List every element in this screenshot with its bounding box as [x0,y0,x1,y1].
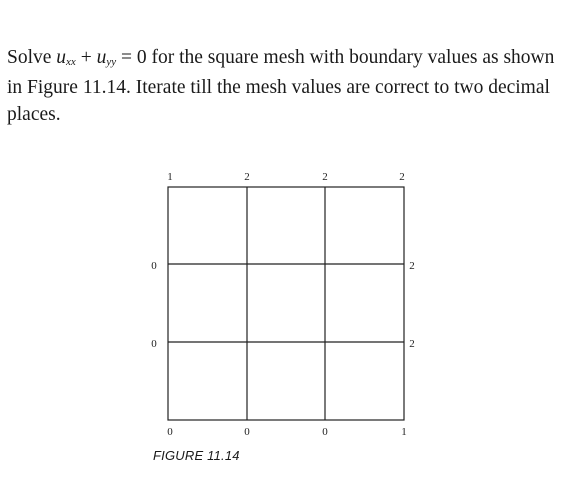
bottom-boundary-value: 0 [322,426,328,438]
equation-rest: = 0 for the square mesh with boundary values as shown [120,47,555,68]
plus-sign: + [80,47,92,68]
mesh-border [168,187,404,420]
bottom-boundary-value: 0 [167,426,173,438]
figure-caption: FIGURE 11.14 [153,448,240,463]
subscript-xx: xx [66,56,76,68]
mesh-grid [168,187,404,420]
subscript-yy: yy [106,56,117,68]
top-boundary-value: 2 [399,171,405,183]
problem-line-2: in Figure 11.14. Iterate till the mesh values are correct to two decimal [7,77,550,98]
left-boundary-value: 0 [151,260,157,272]
u-symbol: u [56,47,67,68]
bottom-boundary-value: 1 [401,426,407,438]
top-boundary-value: 1 [167,171,173,183]
right-boundary-value: 2 [409,260,415,272]
right-boundary-value: 2 [409,338,415,350]
top-boundary-value: 2 [322,171,328,183]
bottom-boundary-value: 0 [244,426,250,438]
u-symbol: u [96,47,107,68]
problem-line-3: places. [7,104,61,125]
solve-word: Solve [7,47,52,68]
top-boundary-value: 2 [244,171,250,183]
left-boundary-value: 0 [151,338,157,350]
